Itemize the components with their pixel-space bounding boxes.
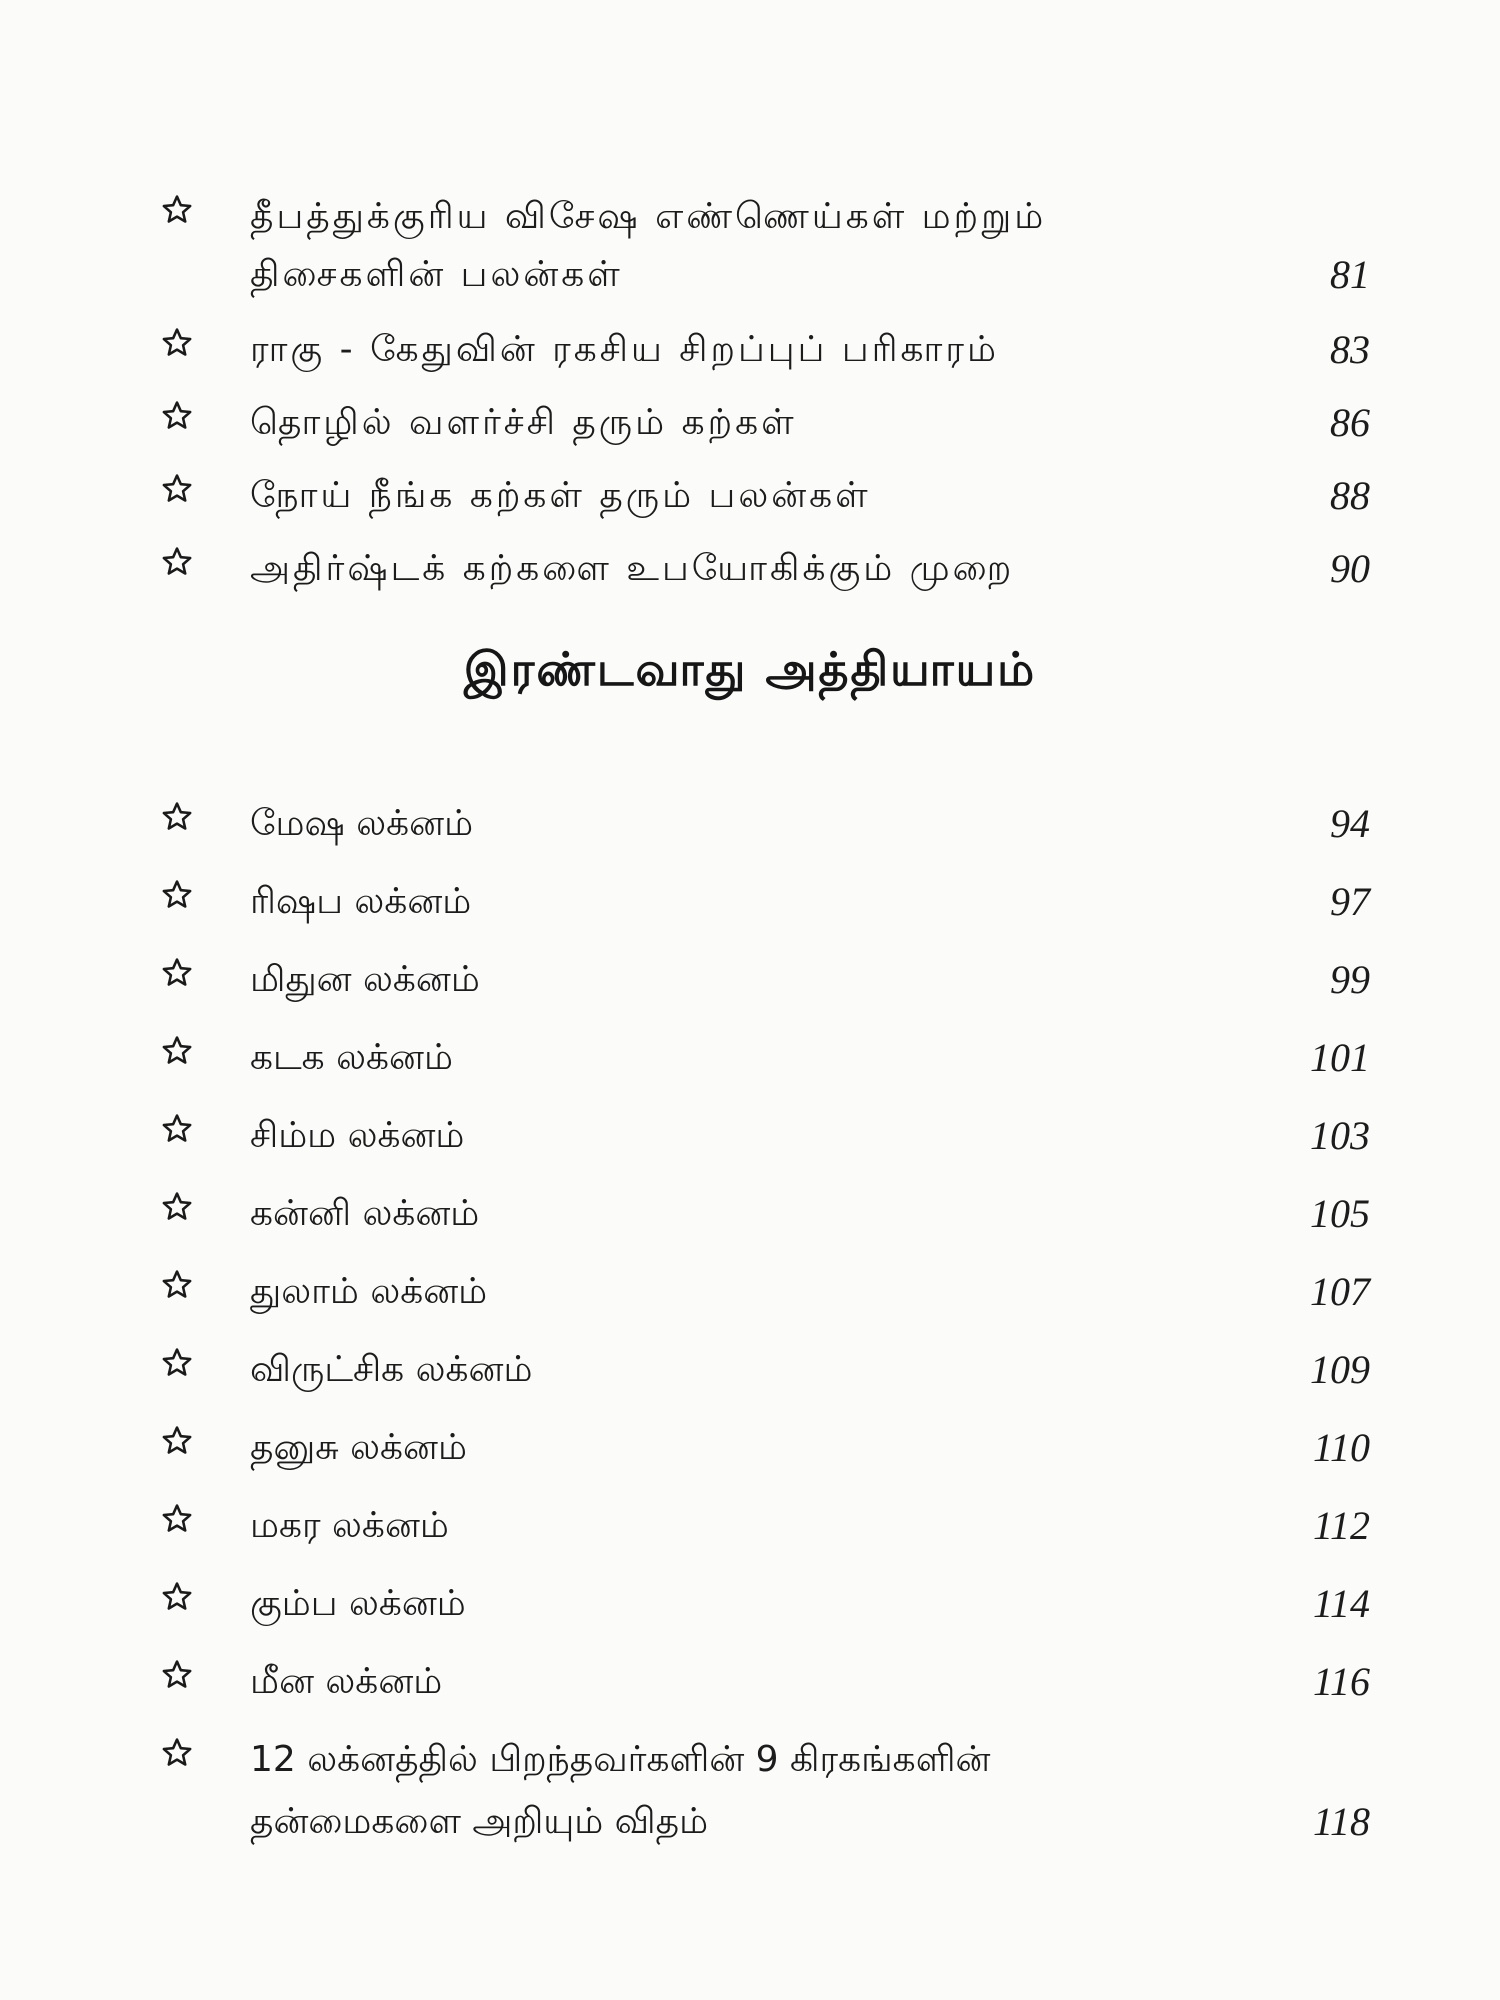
page-number: 116 <box>1312 1659 1370 1704</box>
entry-title: விருட்சிக லக்னம் <box>250 1349 533 1390</box>
star-outline-icon <box>160 545 194 579</box>
toc-entry <box>160 1736 1370 1856</box>
toc-entry <box>160 472 1370 532</box>
page-number: 99 <box>1330 957 1370 1002</box>
entry-title-line-1: 12 லக்னத்தில் பிறந்தவர்களின் 9 கிரகங்களின் <box>250 1739 991 1780</box>
toc-entry <box>160 800 1370 860</box>
page-number: 114 <box>1312 1581 1370 1626</box>
star-outline-icon <box>160 399 194 433</box>
page-number: 97 <box>1330 879 1370 924</box>
entry-title: கடக லக்னம் <box>250 1037 453 1078</box>
entry-title: சிம்ம லக்னம் <box>250 1115 465 1156</box>
star-outline-icon <box>160 472 194 506</box>
star-outline-icon <box>160 1424 194 1458</box>
toc-entry <box>160 399 1370 459</box>
page-number: 103 <box>1310 1113 1370 1158</box>
toc-entry <box>160 1268 1370 1328</box>
page-number: 81 <box>1330 252 1370 297</box>
entry-title-line-1: தீபத்துக்குரிய விசேஷ எண்ணெய்கள் மற்றும் <box>250 196 1047 237</box>
entry-title: தொழில் வளர்ச்சி தரும் கற்கள் <box>250 402 797 443</box>
entry-title-line-2: திசைகளின் பலன்கள் <box>250 254 623 295</box>
star-outline-icon <box>160 878 194 912</box>
page-number: 107 <box>1310 1269 1370 1314</box>
star-outline-icon <box>160 1112 194 1146</box>
entry-title-line-2: தன்மைகளை அறியும் விதம் <box>250 1801 709 1842</box>
page-number: 105 <box>1310 1191 1370 1236</box>
entry-title: கும்ப லக்னம் <box>250 1583 466 1624</box>
page-number: 94 <box>1330 801 1370 846</box>
toc-entry <box>160 1658 1370 1718</box>
entry-title: துலாம் லக்னம் <box>250 1271 488 1312</box>
page-number: 88 <box>1330 473 1370 518</box>
page-number: 112 <box>1312 1503 1370 1548</box>
entry-title: ரிஷப லக்னம் <box>250 881 472 922</box>
page-number: 86 <box>1330 400 1370 445</box>
toc-entry <box>160 956 1370 1016</box>
star-outline-icon <box>160 326 194 360</box>
page-number: 110 <box>1312 1425 1370 1470</box>
toc-entry <box>160 545 1370 605</box>
star-outline-icon <box>160 956 194 990</box>
star-outline-icon <box>160 1502 194 1536</box>
page-number: 90 <box>1330 546 1370 591</box>
entry-title: மீன லக்னம் <box>250 1661 443 1702</box>
star-outline-icon <box>160 1034 194 1068</box>
toc-entry <box>160 326 1370 386</box>
page-number: 83 <box>1330 327 1370 372</box>
toc-entry <box>160 1034 1370 1094</box>
toc-entry <box>160 878 1370 938</box>
entry-title: தனுசு லக்னம் <box>250 1427 467 1468</box>
toc-entry <box>160 193 1370 303</box>
page-number: 109 <box>1310 1347 1370 1392</box>
entry-title: கன்னி லக்னம் <box>250 1193 480 1234</box>
entry-title: ராகு - கேதுவின் ரகசிய சிறப்புப் பரிகாரம் <box>250 329 999 370</box>
star-outline-icon <box>160 1190 194 1224</box>
toc-entry <box>160 1190 1370 1250</box>
chapter-heading: இரண்டவாது அத்தியாயம் <box>463 642 1037 696</box>
entry-title: நோய் நீங்க கற்கள் தரும் பலன்கள் <box>250 475 871 516</box>
star-outline-icon <box>160 1736 194 1770</box>
star-outline-icon <box>160 1346 194 1380</box>
star-outline-icon <box>160 1658 194 1692</box>
toc-entry <box>160 1424 1370 1484</box>
toc-entry <box>160 1502 1370 1562</box>
toc-entry <box>160 1112 1370 1172</box>
star-outline-icon <box>160 1268 194 1302</box>
toc-entry <box>160 1580 1370 1640</box>
page-number: 101 <box>1310 1035 1370 1080</box>
entry-title: அதிர்ஷ்டக் கற்களை உபயோகிக்கும் முறை <box>250 548 1015 589</box>
star-outline-icon <box>160 800 194 834</box>
star-outline-icon <box>160 1580 194 1614</box>
entry-title: மேஷ லக்னம் <box>250 803 474 844</box>
entry-title: மிதுன லக்னம் <box>250 959 480 1000</box>
entry-title: மகர லக்னம் <box>250 1505 449 1546</box>
page-number: 118 <box>1312 1799 1370 1844</box>
toc-entry <box>160 1346 1370 1406</box>
star-outline-icon <box>160 193 194 227</box>
